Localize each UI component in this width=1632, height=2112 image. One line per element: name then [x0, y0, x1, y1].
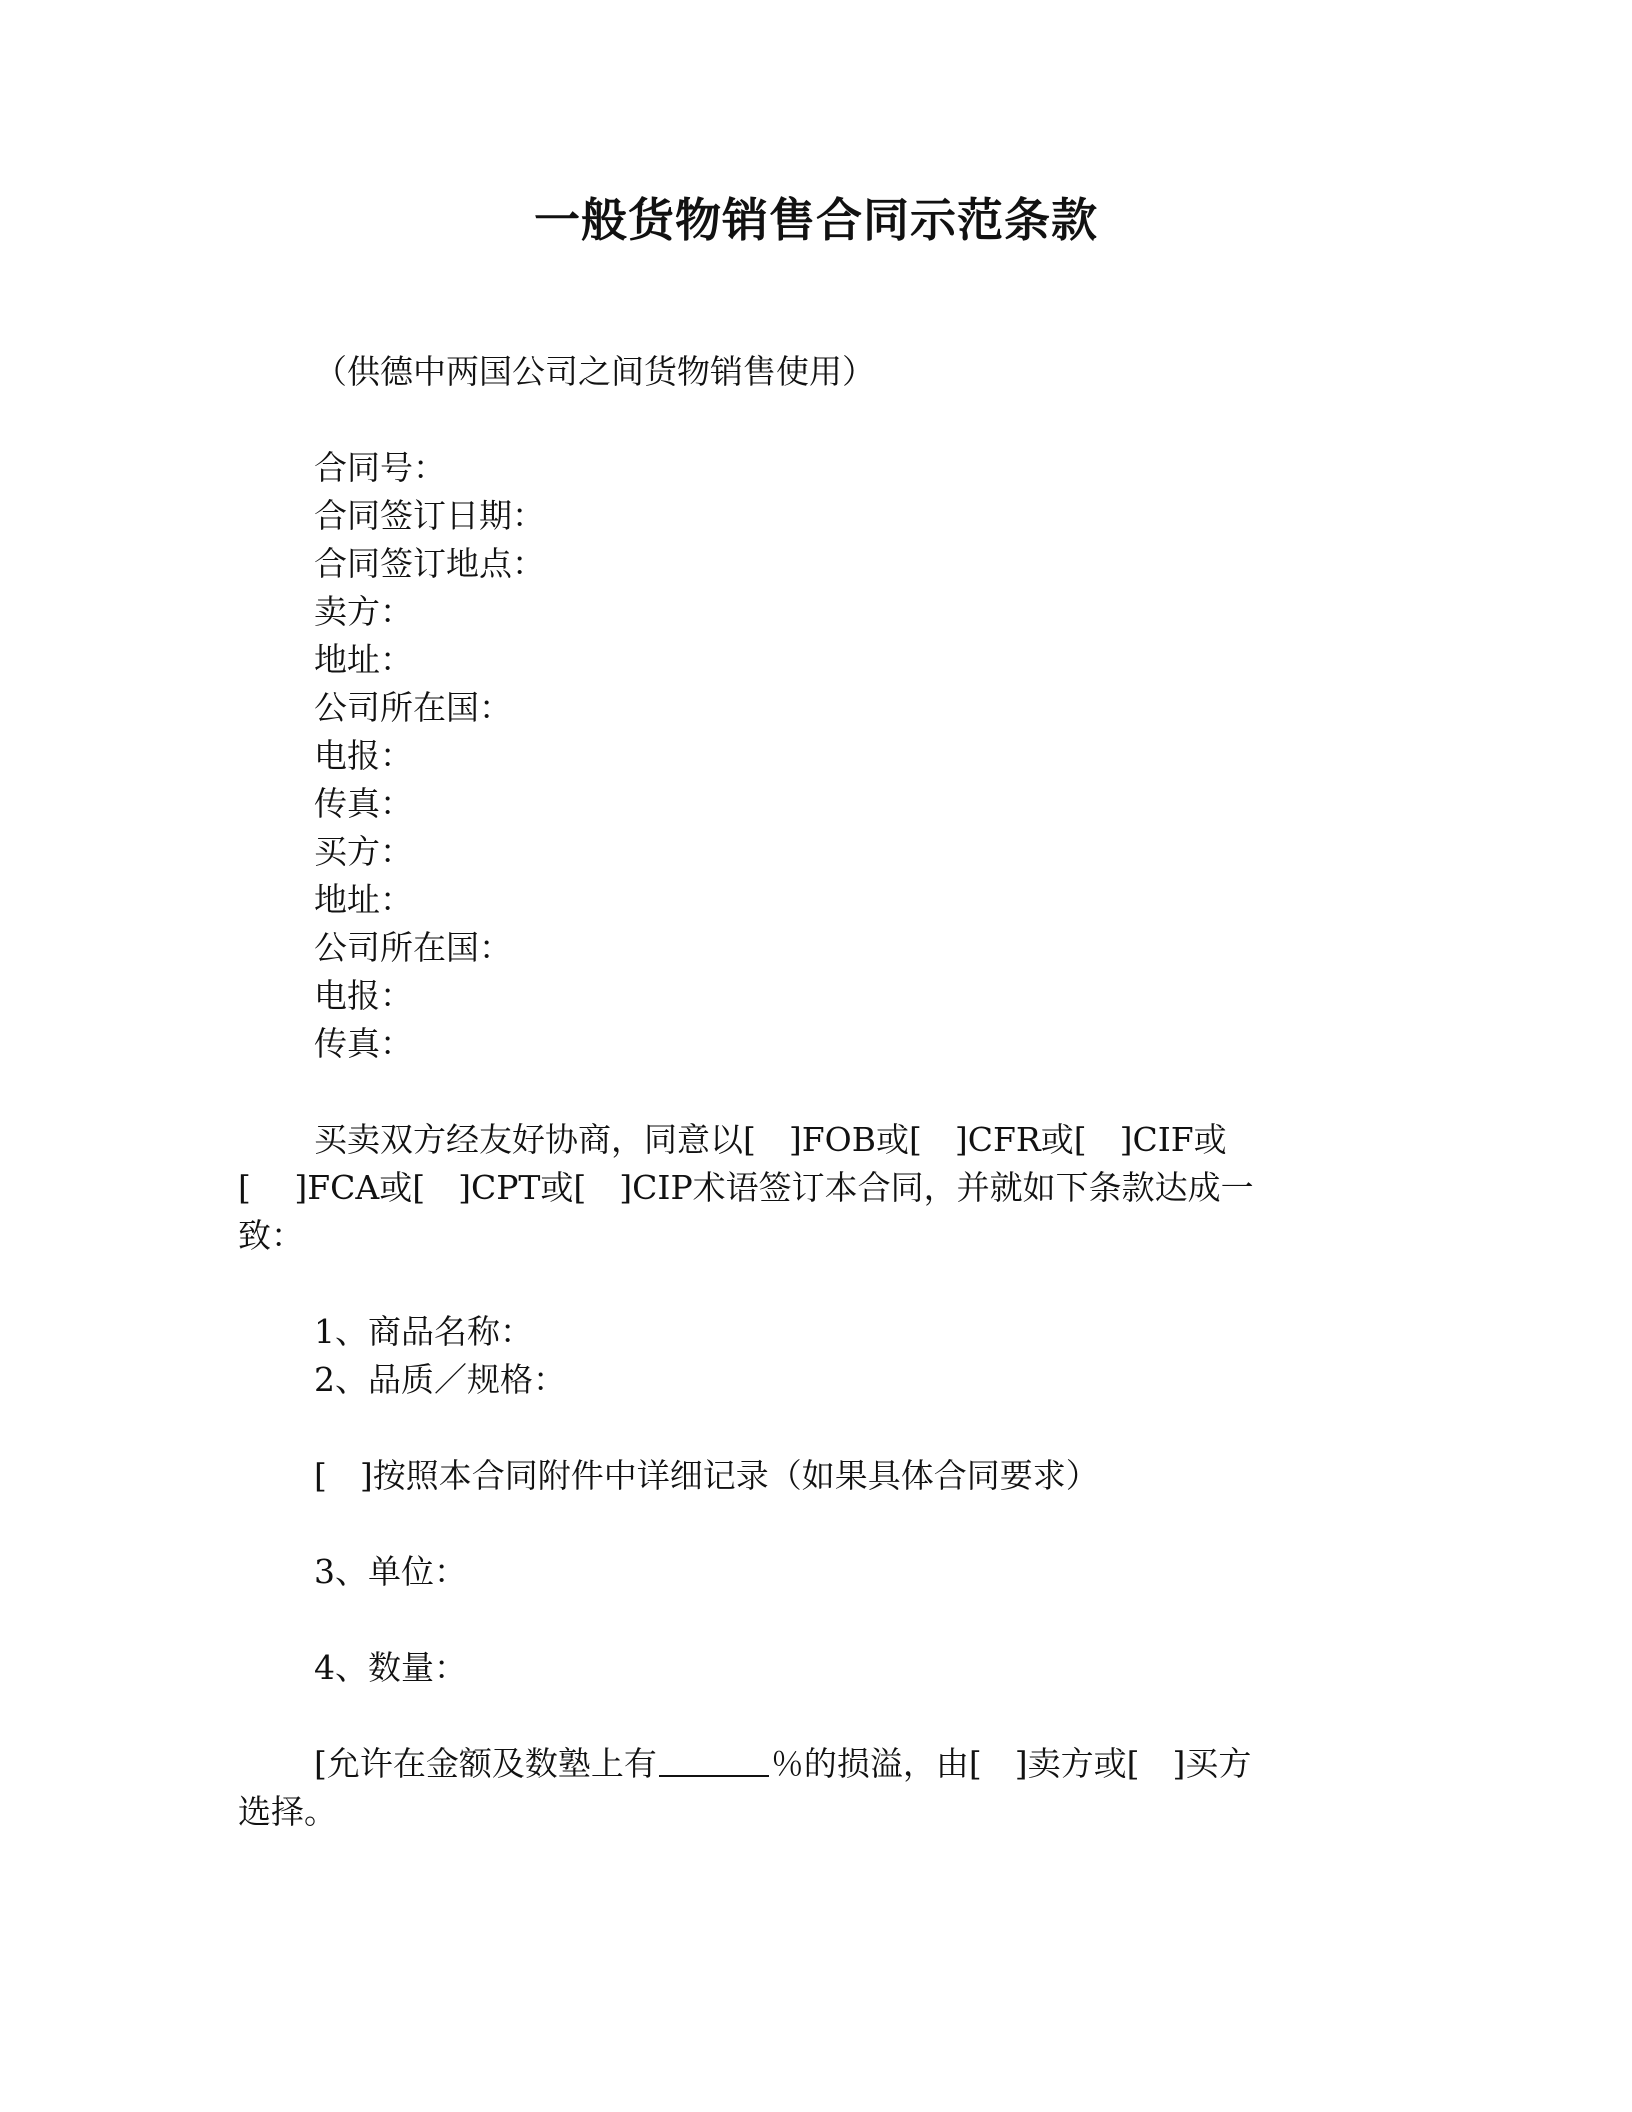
- field-seller-country: 公司所在国：: [314, 688, 512, 727]
- clause-quality-spec: 2、品质／规格：: [314, 1360, 566, 1399]
- tolerance-text-before: [允许在金额及数塾上有: [314, 1744, 657, 1783]
- field-signing-date: 合同签订日期：: [314, 496, 545, 535]
- clause-product-name: 1、商品名称：: [314, 1312, 533, 1351]
- clause-unit: 3、单位：: [314, 1552, 467, 1591]
- intro-paragraph-line-1: 买卖双方经友好协商，同意以[ ]FOB或[ ]CFR或[ ]CIF或: [314, 1120, 1227, 1159]
- field-seller: 卖方：: [314, 592, 413, 631]
- intro-paragraph-line-2: [ ]FCA或[ ]CPT或[ ]CIP术语签订本合同，并就如下条款达成一: [238, 1168, 1254, 1207]
- clause-tolerance-line-1: [314, 1742, 1251, 1786]
- clause-quantity: 4、数量：: [314, 1648, 467, 1687]
- tolerance-percent-blank: [659, 1745, 769, 1777]
- field-signing-place: 合同签订地点：: [314, 544, 545, 583]
- field-buyer-fax: 传真：: [314, 1024, 413, 1063]
- page-title: 一般货物销售合同示范条款: [534, 193, 1098, 247]
- subtitle: （供德中两国公司之间货物销售使用）: [314, 352, 875, 391]
- clause-attachment-option: [ ]按照本合同附件中详细记录（如果具体合同要求）: [314, 1456, 1099, 1495]
- field-seller-fax: 传真：: [314, 784, 413, 823]
- field-seller-telegram: 电报：: [314, 736, 413, 775]
- field-buyer-telegram: 电报：: [314, 976, 413, 1015]
- tolerance-text-after: ％的损溢，由[ ]卖方或[ ]买方: [770, 1744, 1252, 1783]
- clause-tolerance-line-2: 选择。: [238, 1792, 337, 1831]
- field-contract-number: 合同号：: [314, 448, 446, 487]
- intro-paragraph-line-3: 致：: [238, 1216, 304, 1255]
- field-buyer-address: 地址：: [314, 880, 413, 919]
- field-seller-address: 地址：: [314, 640, 413, 679]
- field-buyer-country: 公司所在国：: [314, 928, 512, 967]
- field-buyer: 买方：: [314, 832, 413, 871]
